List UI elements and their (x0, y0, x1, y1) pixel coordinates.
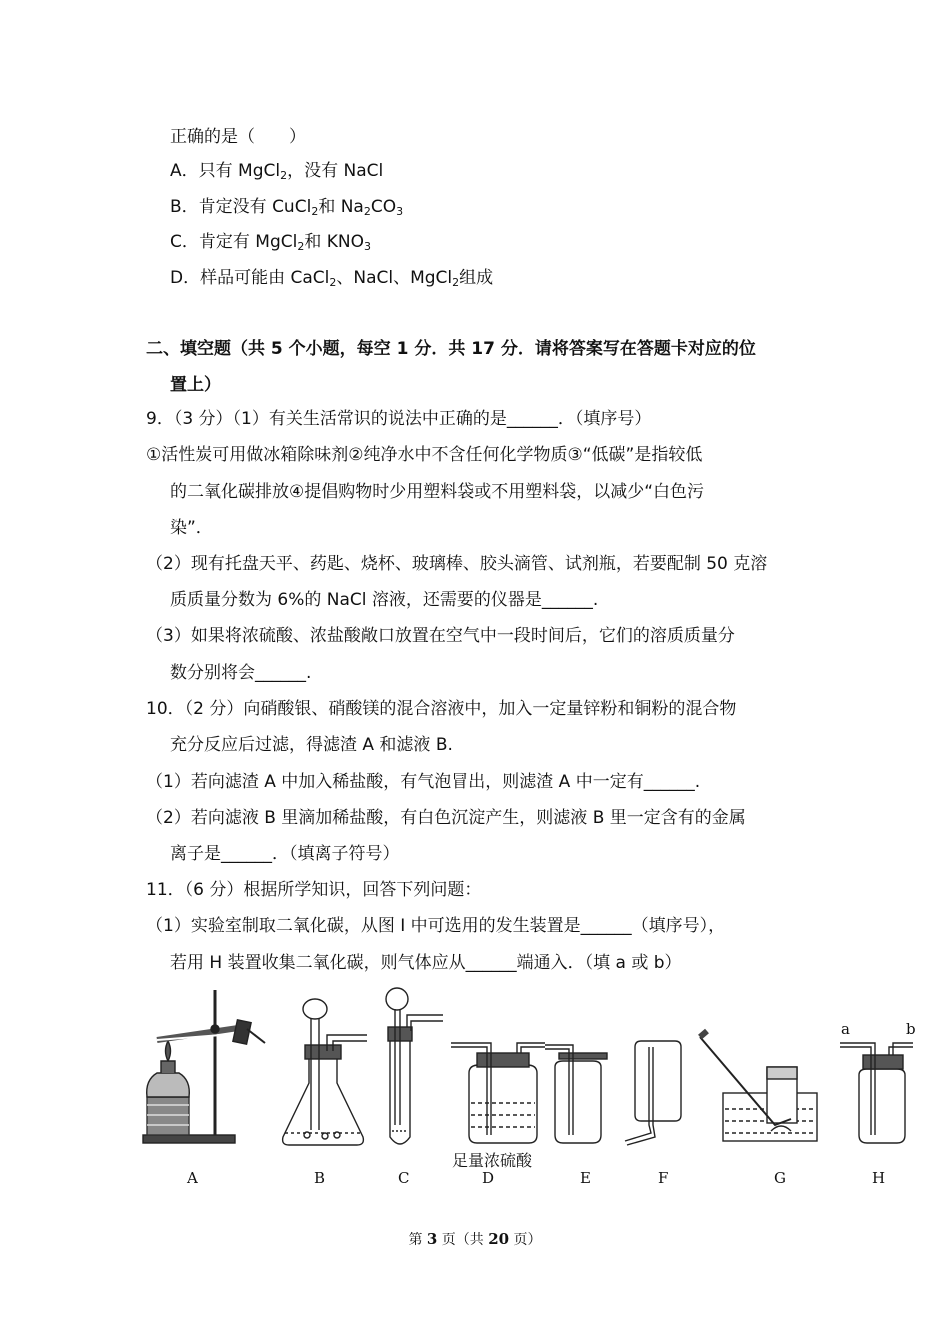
label-b: B (314, 1169, 326, 1187)
q11-line-2: （1）实验室制取二氧化碳，从图 I 中可选用的发生装置是______（填序号）， (146, 916, 726, 936)
apparatus-figure (135, 985, 935, 1185)
q9-line-2: ①活性炭可用做冰箱除味剂②纯净水中不含任何化学物质③“低碳”是指较低 (146, 445, 703, 465)
label-d: D (482, 1169, 495, 1187)
q10-line-5: 离子是______．（填离子符号） (170, 844, 400, 864)
q9-line-8: 数分别将会______. (170, 663, 312, 683)
label-e: E (580, 1169, 591, 1187)
q8-option-c: C．肯定有 MgCl$_2$和 $KNO_3$ (170, 232, 371, 253)
apparatus-h-two-port-bottle (840, 1043, 913, 1143)
apparatus-b-conical-flask (283, 999, 367, 1145)
q10-line-4: （2）若向滤液 B 里滴加稀盐酸，有白色沉淀产生，则滤液 B 里一定含有的金属 (146, 808, 746, 828)
q9-line-1: 9．（3 分）（1）有关生活常识的说法中正确的是______．（填序号） (146, 409, 652, 429)
apparatus-g-water-trough (700, 1031, 817, 1141)
apparatus-f-inverted-bottle (625, 1041, 681, 1145)
q11-line-3: 若用 H 装置收集二氧化碳，则气体应从______端通入．（填 a 或 b） (170, 953, 682, 973)
q11-line-1: 11．（6 分）根据所学知识，回答下列问题： (146, 880, 482, 900)
port-a-label: a (841, 1020, 850, 1038)
d-caption: 足量浓硫酸 (452, 1151, 533, 1170)
q9-line-6: 质质量分数为 6%的 NaCl 溶液，还需要的仪器是______. (170, 590, 599, 610)
apparatus-c-test-tube (386, 988, 443, 1144)
q8-option-a: A．只有 MgCl$_2$，没有 NaCl (170, 161, 384, 182)
section2-heading-cont: 置上） (170, 375, 221, 395)
page-total: 20 (488, 1230, 510, 1248)
apparatus-a-heating-setup (143, 990, 265, 1143)
label-a: A (187, 1169, 198, 1187)
label-f: F (658, 1169, 669, 1187)
q10-line-3: （1）若向滤渣 A 中加入稀盐酸，有气泡冒出，则滤渣 A 中一定有______. (146, 772, 701, 792)
q10-line-1: 10．（2 分）向硝酸银、硝酸镁的混合溶液中，加入一定量锌粉和铜粉的混合物 (146, 699, 737, 719)
label-h: H (872, 1169, 886, 1187)
page-footer: 第 3 页（共 20 页） (408, 1230, 542, 1248)
q8-option-b: B．肯定没有 CuCl$_2$和 $Na_2CO_3$ (170, 197, 404, 218)
apparatus-e-gas-bottle (545, 1045, 607, 1143)
label-c: C (398, 1169, 410, 1187)
q9-line-3: 的二氧化碳排放④提倡购物时少用塑料袋或不用塑料袋，以减少“白色污 (170, 482, 705, 502)
section2-heading: 二、填空题（共 5 个小题，每空 1 分．共 17 分．请将答案写在答题卡对应的位 (146, 339, 756, 359)
q8-option-d: D．样品可能由 CaCl$_2$、NaCl、MgCl$_2$组成 (170, 268, 494, 289)
port-b-label: b (906, 1020, 916, 1038)
q8-stem-end: 正确的是（ ） (170, 127, 306, 147)
q9-line-5: （2）现有托盘天平、药匙、烧杯、玻璃棒、胶头滴管、试剂瓶，若要配制 50 克溶 (146, 554, 768, 574)
page-number: 3 (426, 1230, 438, 1248)
apparatus-d-gas-washing-bottle (451, 1043, 545, 1143)
q9-line-4: 染”． (170, 518, 213, 538)
q10-line-2: 充分反应后过滤，得滤渣 A 和滤液 B. (170, 735, 453, 755)
q9-line-7: （3）如果将浓硫酸、浓盐酸敞口放置在空气中一段时间后，它们的溶质质量分 (146, 626, 735, 646)
label-g: G (774, 1169, 786, 1187)
